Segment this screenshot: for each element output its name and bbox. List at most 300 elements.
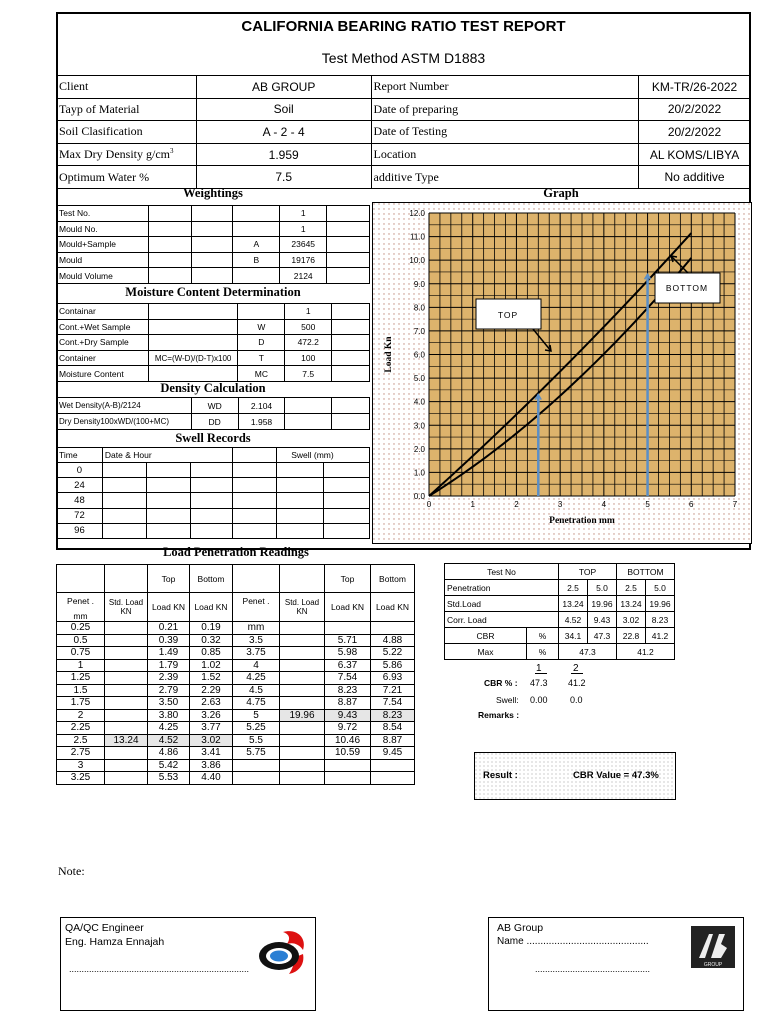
empty-cell [191, 268, 233, 284]
empty-cell [324, 478, 370, 493]
col-1-underline [535, 673, 547, 674]
penetration-value: 1.75 [57, 697, 105, 710]
empty-cell [233, 565, 280, 593]
penetration-value: 5.5 [233, 734, 280, 747]
moisture-formula [148, 319, 238, 335]
info-value: 20/2/2022 [639, 121, 751, 144]
penet-header [57, 593, 105, 622]
top-load-value: 10.46 [325, 734, 371, 747]
top-load-value: 4.86 [148, 747, 190, 760]
moisture-symbol: D [238, 335, 285, 351]
load-header: Load KN [148, 593, 190, 622]
bottom-load-value: 7.21 [371, 684, 415, 697]
empty-cell [327, 221, 370, 237]
top-load-value: 9.43 [325, 709, 371, 722]
empty-cell [148, 268, 191, 284]
penetration-value [233, 759, 280, 772]
top-load-value: 10.59 [325, 747, 371, 760]
bottom-load-value: 3.41 [190, 747, 233, 760]
moisture-label: Moisture Content [57, 366, 149, 382]
results-label: Std.Load [445, 596, 559, 612]
results-unit: % [527, 628, 559, 644]
weightings-row [57, 268, 370, 284]
weightings-label: Test No. [57, 206, 149, 222]
results-row [445, 628, 675, 644]
table-row [57, 722, 415, 735]
top-load-value: 3.80 [148, 709, 190, 722]
info-label-text: Optimum Water % [59, 169, 150, 184]
weightings-label: Mould Volume [57, 268, 149, 284]
empty-cell [332, 398, 370, 414]
results-value: 4.52 [559, 612, 588, 628]
penetration-value: 4 [233, 659, 280, 672]
bottom-load-value: 3.26 [190, 709, 233, 722]
empty-cell [146, 508, 190, 523]
penetration-value: mm [233, 622, 280, 635]
weightings-symbol: B [233, 252, 280, 268]
moisture-formula [148, 335, 238, 351]
std-load-value [105, 634, 148, 647]
penetration-value: 4.25 [233, 672, 280, 685]
penet-header [233, 593, 280, 622]
moisture-symbol: MC [238, 366, 285, 382]
std-load-value [280, 647, 325, 660]
table-row [57, 759, 415, 772]
y-tick-label: 4.0 [413, 397, 425, 407]
info-value: KM-TR/26-2022 [639, 76, 751, 99]
empty-cell [102, 523, 146, 538]
swell-summary-label: Swell: [496, 695, 519, 705]
results-value: 41.2 [646, 628, 675, 644]
info-value: No additive [639, 166, 751, 189]
bottom-callout-label: BOTTOM [665, 283, 709, 293]
top-load-value [325, 622, 371, 635]
info-label-text: Soil Clasification [59, 124, 143, 139]
empty-cell [57, 565, 105, 593]
bottom-load-value: 0.19 [190, 622, 233, 635]
col-2-heading: 2 [573, 663, 579, 674]
std-load-value [280, 734, 325, 747]
swell-time: 72 [57, 508, 103, 523]
std-load-value: 19.96 [280, 709, 325, 722]
density-table [56, 397, 370, 430]
graph-panel [372, 202, 752, 544]
penetration-value: 1 [57, 659, 105, 672]
std-load-header: Std. Load KN [280, 593, 325, 622]
weightings-row [57, 237, 370, 253]
moisture-symbol [238, 304, 285, 320]
swell-row [57, 493, 370, 508]
table-row [57, 659, 415, 672]
moisture-value: 500 [285, 319, 332, 335]
results-value: 3.02 [617, 612, 646, 628]
empty-cell [190, 463, 233, 478]
table-row [57, 734, 415, 747]
penetration-value: 3.75 [233, 647, 280, 660]
company-logo-icon [253, 924, 311, 980]
x-tick-label: 5 [645, 500, 650, 509]
empty-cell [148, 237, 191, 253]
results-value: 9.43 [588, 612, 617, 628]
results-label: Penetration [445, 580, 559, 596]
top-load-value: 1.79 [148, 659, 190, 672]
qa-signature-box [60, 917, 316, 1011]
results-row [445, 580, 675, 596]
weightings-row [57, 252, 370, 268]
bottom-load-value: 9.45 [371, 747, 415, 760]
swell-value-header: Swell (mm) [277, 448, 370, 463]
empty-cell [191, 206, 233, 222]
empty-cell [277, 493, 324, 508]
bottom-load-value [371, 622, 415, 635]
weightings-symbol [233, 268, 280, 284]
bottom-load-value: 4.88 [371, 634, 415, 647]
info-label-text: Client [59, 79, 89, 94]
density-title: Density Calculation [160, 381, 266, 395]
swell-summary-2: 0.0 [570, 695, 583, 705]
penetration-value: 0.25 [57, 622, 105, 635]
density-value: 2.104 [238, 398, 285, 414]
bottom-load-value: 2.29 [190, 684, 233, 697]
empty-cell [327, 252, 370, 268]
moisture-row [57, 319, 370, 335]
col-2-underline [571, 673, 583, 674]
empty-cell [324, 493, 370, 508]
max-bottom-value: 41.2 [617, 644, 675, 660]
empty-cell [148, 252, 191, 268]
density-value: 1.958 [238, 414, 285, 430]
info-value: 7.5 [196, 166, 371, 189]
weightings-symbol [233, 221, 280, 237]
y-tick-label: 2.0 [413, 444, 425, 454]
std-load-value [105, 647, 148, 660]
swell-date-header: Date & Hour [102, 448, 233, 463]
x-tick-label: 1 [470, 500, 475, 509]
table-row [57, 647, 415, 660]
table-row [57, 772, 415, 785]
top-load-value: 5.71 [325, 634, 371, 647]
top-load-value: 0.21 [148, 622, 190, 635]
swell-time: 96 [57, 523, 103, 538]
empty-cell [332, 350, 370, 366]
density-symbol: DD [191, 414, 238, 430]
bottom-load-value: 0.85 [190, 647, 233, 660]
moisture-table [56, 303, 370, 382]
results-value: 19.96 [646, 596, 675, 612]
weightings-symbol: A [233, 237, 280, 253]
empty-cell [327, 237, 370, 253]
swell-time: 48 [57, 493, 103, 508]
qa-signature-line: ........................................................................ [69, 964, 250, 974]
weightings-label: Mould No. [57, 221, 149, 237]
empty-cell [190, 478, 233, 493]
info-label [57, 143, 197, 166]
weightings-value: 1 [280, 221, 327, 237]
penetration-value: 2 [57, 709, 105, 722]
swell-title: Swell Records [175, 431, 251, 445]
bottom-load-value: 8.87 [371, 734, 415, 747]
weightings-title: Weightings [183, 186, 243, 200]
x-tick-label: 6 [689, 500, 694, 509]
penetration-value: 3 [57, 759, 105, 772]
results-label: Max [445, 644, 527, 660]
weightings-label: Mould+Sample [57, 237, 149, 253]
info-table [56, 75, 751, 189]
top-load-value: 9.72 [325, 722, 371, 735]
std-load-value [105, 684, 148, 697]
swell-time: 0 [57, 463, 103, 478]
col-1-heading: 1 [536, 663, 542, 674]
results-row [445, 612, 675, 628]
load-header: Load KN [371, 593, 415, 622]
top-load-value [325, 759, 371, 772]
penetration-value: 4.75 [233, 697, 280, 710]
bottom-load-value: 6.93 [371, 672, 415, 685]
bottom-load-value: 0.32 [190, 634, 233, 647]
x-tick-label: 2 [514, 500, 519, 509]
ab-group-logo-icon [691, 926, 735, 968]
moisture-value: 100 [285, 350, 332, 366]
moisture-label: Containar [57, 304, 149, 320]
std-load-value [280, 659, 325, 672]
mm-label: mm [73, 611, 88, 621]
empty-cell [285, 414, 332, 430]
test-no-header: Test No [445, 564, 559, 580]
empty-cell [324, 508, 370, 523]
swell-row [57, 523, 370, 538]
top-header: Top [148, 565, 190, 593]
empty-cell [233, 463, 277, 478]
top-load-value: 2.39 [148, 672, 190, 685]
result-box [474, 752, 676, 800]
bottom-load-value: 4.40 [190, 772, 233, 785]
results-table [444, 563, 675, 660]
top-load-value [325, 772, 371, 785]
empty-cell [102, 508, 146, 523]
graph-title: Graph [543, 186, 579, 200]
moisture-row [57, 335, 370, 351]
density-row [57, 398, 370, 414]
top-load-value: 6.37 [325, 659, 371, 672]
empty-cell [191, 221, 233, 237]
info-row [57, 76, 751, 99]
info-label: Location [371, 143, 639, 166]
y-axis-label: Load Kn [384, 336, 394, 373]
info-value: AB GROUP [196, 76, 371, 99]
penetration-value: 2.25 [57, 722, 105, 735]
top-load-value: 8.23 [325, 684, 371, 697]
y-tick-label: 0.0 [413, 492, 425, 501]
result-value: CBR Value = 47.3% [573, 770, 659, 781]
table-row [57, 747, 415, 760]
info-label: additive Type [371, 166, 639, 189]
std-load-value [280, 697, 325, 710]
note-label: Note: [58, 864, 85, 878]
empty-cell [327, 268, 370, 284]
bottom-load-value: 2.63 [190, 697, 233, 710]
max-top-value: 47.3 [559, 644, 617, 660]
moisture-row [57, 304, 370, 320]
bottom-load-value [371, 772, 415, 785]
results-label: CBR [445, 628, 527, 644]
std-load-value [280, 759, 325, 772]
swell-time: 24 [57, 478, 103, 493]
results-row [445, 596, 675, 612]
empty-cell [277, 463, 324, 478]
info-label [57, 76, 197, 99]
top-load-value: 8.87 [325, 697, 371, 710]
results-value: 5.0 [588, 580, 617, 596]
empty-cell [146, 478, 190, 493]
empty-cell [277, 478, 324, 493]
penetration-value: 0.5 [57, 634, 105, 647]
results-value: 13.24 [617, 596, 646, 612]
info-value: AL KOMS/LIBYA [639, 143, 751, 166]
weightings-value: 19176 [280, 252, 327, 268]
y-tick-label: 11.0 [410, 232, 425, 242]
empty-cell [324, 463, 370, 478]
weightings-value: 2124 [280, 268, 327, 284]
load-header: Load KN [325, 593, 371, 622]
results-value: 13.24 [559, 596, 588, 612]
logo-text: GROUP [703, 962, 723, 968]
swell-row [57, 508, 370, 523]
empty-cell [233, 478, 277, 493]
penet-label: Penet . [67, 596, 94, 606]
moisture-label: Cont.+Wet Sample [57, 319, 149, 335]
info-label: Date of preparing [371, 98, 639, 121]
std-load-value [280, 747, 325, 760]
density-label: Wet Density(A-B)/2124 [57, 398, 192, 414]
penetration-value: 5.75 [233, 747, 280, 760]
penet-label: Penet . [242, 596, 270, 606]
std-load-value [105, 759, 148, 772]
results-value: 34.1 [559, 628, 588, 644]
top-load-value: 5.42 [148, 759, 190, 772]
cbr-summary-2: 41.2 [568, 678, 586, 688]
table-row [57, 672, 415, 685]
std-load-value [105, 672, 148, 685]
std-load-value: 13.24 [105, 734, 148, 747]
table-row [57, 709, 415, 722]
results-value: 19.96 [588, 596, 617, 612]
info-label [57, 98, 197, 121]
info-value: 1.959 [196, 143, 371, 166]
empty-cell [102, 478, 146, 493]
density-label: Dry Density100xWD/(100+MC) [57, 414, 192, 430]
results-value: 22.8 [617, 628, 646, 644]
bottom-load-value: 8.54 [371, 722, 415, 735]
empty-cell [233, 508, 277, 523]
info-row [57, 143, 751, 166]
y-tick-label: 5.0 [413, 374, 425, 384]
info-value: A - 2 - 4 [196, 121, 371, 144]
top-load-value: 0.39 [148, 634, 190, 647]
bottom-load-value: 7.54 [371, 697, 415, 710]
moisture-row [57, 350, 370, 366]
bottom-load-value [371, 759, 415, 772]
info-row [57, 121, 751, 144]
results-value: 2.5 [559, 580, 588, 596]
x-axis-label: Penetration mm [549, 516, 615, 526]
y-tick-label: 1.0 [413, 468, 425, 478]
table-row [57, 634, 415, 647]
results-unit: % [527, 644, 559, 660]
result-label: Result : [483, 770, 518, 781]
std-load-value [105, 659, 148, 672]
empty-cell [332, 335, 370, 351]
std-load-value [105, 622, 148, 635]
empty-cell [146, 463, 190, 478]
moisture-value: 472.2 [285, 335, 332, 351]
empty-cell [332, 414, 370, 430]
y-tick-label: 8.0 [413, 303, 425, 313]
empty-cell [146, 523, 190, 538]
swell-time-header: Time [57, 448, 103, 463]
std-load-value [280, 622, 325, 635]
bottom-load-value: 3.77 [190, 722, 233, 735]
info-label: Date of Testing [371, 121, 639, 144]
penetration-value: 0.75 [57, 647, 105, 660]
std-load-value [280, 672, 325, 685]
bottom-load-value: 5.86 [371, 659, 415, 672]
qa-name: Eng. Hamza Ennajah [65, 936, 165, 948]
x-tick-label: 4 [601, 500, 607, 509]
bottom-load-value: 1.02 [190, 659, 233, 672]
empty-cell [277, 508, 324, 523]
bottom-load-value: 5.22 [371, 647, 415, 660]
density-symbol: WD [191, 398, 238, 414]
top-load-value: 5.98 [325, 647, 371, 660]
results-value: 2.5 [617, 580, 646, 596]
empty-cell [233, 493, 277, 508]
empty-cell [332, 319, 370, 335]
std-load-value [280, 722, 325, 735]
y-tick-label: 12.0 [409, 209, 425, 218]
y-tick-label: 6.0 [413, 350, 425, 360]
empty-cell [102, 493, 146, 508]
penetration-value [233, 772, 280, 785]
swell-summary-1: 0.00 [530, 695, 548, 705]
bottom-load-value: 3.02 [190, 734, 233, 747]
empty-cell [148, 206, 191, 222]
std-load-value [105, 722, 148, 735]
weightings-table [56, 205, 370, 284]
info-value: Soil [196, 98, 371, 121]
top-load-value: 4.52 [148, 734, 190, 747]
penetration-value: 3.5 [233, 634, 280, 647]
penetration-value: 2.5 [57, 734, 105, 747]
top-load-value: 1.49 [148, 647, 190, 660]
bottom-load-value: 8.23 [371, 709, 415, 722]
penetration-value: 1.25 [57, 672, 105, 685]
std-load-value [105, 747, 148, 760]
x-tick-label: 0 [426, 500, 432, 509]
moisture-symbol: T [238, 350, 285, 366]
moisture-formula [148, 366, 238, 382]
results-value: 8.23 [646, 612, 675, 628]
density-row [57, 414, 370, 430]
penetration-value: 4.5 [233, 684, 280, 697]
company-name: AB Group [497, 922, 544, 934]
table-row [57, 697, 415, 710]
weightings-row [57, 206, 370, 222]
weightings-value: 23645 [280, 237, 327, 253]
results-max-row [445, 644, 675, 660]
bottom-header: Bottom [190, 565, 233, 593]
results-label: Corr. Load [445, 612, 559, 628]
std-load-value [280, 684, 325, 697]
